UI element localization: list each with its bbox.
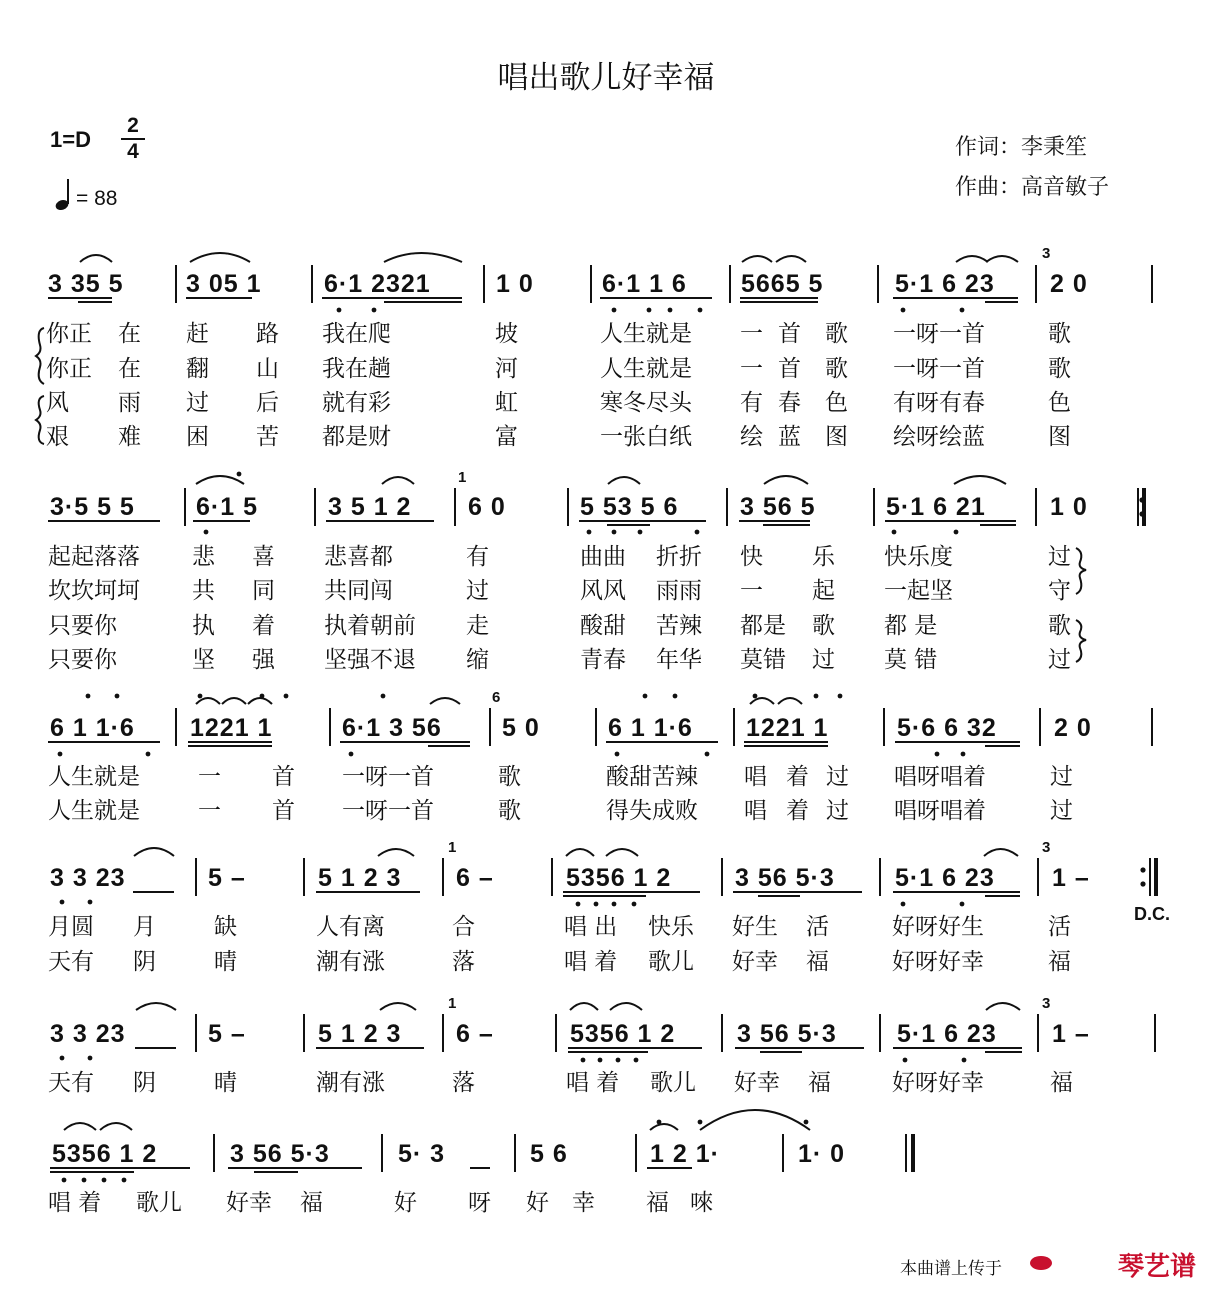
lyric: 缺 (214, 914, 237, 940)
measure-6-6: 1· 0 (798, 1140, 846, 1168)
lyric: 在 (118, 356, 141, 382)
lyric: 虹 (495, 390, 518, 416)
lyric: 难 (118, 424, 141, 450)
lyric: 艰 (46, 424, 69, 450)
lyric: 青春 (580, 647, 626, 673)
lyric: 歌儿 (650, 1070, 696, 1096)
lyric: 晴 (214, 1070, 237, 1096)
lyric: 天有 (48, 1070, 94, 1096)
lyric: 月 (133, 914, 156, 940)
lyric (498, 792, 521, 825)
lyric: 首 (272, 798, 295, 824)
lyric: 过 (1050, 798, 1073, 824)
lyric: 悲喜都 (324, 544, 393, 570)
svg-text:6: 6 (492, 689, 501, 706)
composer-credit: 作曲：高音敏子 (955, 175, 1110, 200)
song-title: 唱出歌儿好幸福 (497, 60, 715, 96)
lyric: 快乐 (648, 914, 694, 940)
lyric: 坚 (192, 647, 215, 673)
measure-6-1: 5356 1 2 (52, 1140, 158, 1168)
lyric: 首 (778, 321, 801, 347)
lyric: 人生就是 (48, 764, 140, 790)
lyric: 共同闯 (324, 578, 393, 604)
lyric: 歌儿 (136, 1190, 182, 1216)
lyric: 同 (252, 578, 275, 604)
lyric: 风 (46, 390, 69, 416)
measure-2-3: 3 5 1 2 (328, 493, 412, 521)
lyric: 一起坚 (884, 578, 953, 604)
lyric: 过 (1048, 647, 1071, 673)
measure-2-1: 3·5 5 5 (50, 493, 135, 521)
lyric: 雨 (118, 390, 141, 416)
measure-4-7: 5·1 6 23 (895, 864, 995, 892)
svg-text:3: 3 (1042, 245, 1051, 262)
lyric: 起起落落 (48, 544, 140, 570)
lyric: 翻 (186, 356, 209, 382)
measure-1-7: 5·1 6 23 (895, 270, 995, 298)
lyric: 缩 (466, 647, 489, 673)
lyric: 就有彩 (322, 390, 391, 416)
lyric: 歌 (1048, 356, 1071, 382)
measure-2-8: 1 0 (1050, 493, 1088, 521)
lyric: 唱 着 (566, 1070, 620, 1096)
lyric: 幸 (572, 1190, 595, 1216)
lyric: 唻 (690, 1190, 713, 1216)
lyric: 困 (186, 424, 209, 450)
lyric: 歌 (825, 356, 848, 382)
lyric: 人生就是 (600, 356, 692, 382)
lyric: 酸甜 (580, 613, 626, 639)
lyric: 歌儿 (648, 949, 694, 975)
logo-mark-icon (1030, 1256, 1052, 1270)
lyric: 守 (1048, 578, 1071, 604)
svg-text:3: 3 (1042, 995, 1051, 1012)
lyric: 福 (808, 1070, 831, 1096)
lyric: 福 (1048, 949, 1071, 975)
lyric: 潮有涨 (316, 1070, 385, 1096)
lyric: 歌 (498, 798, 521, 824)
lyric: 乐 (812, 544, 835, 570)
lyric: 都是 (740, 613, 786, 639)
measure-1-8: 2 0 (1050, 270, 1088, 298)
time-signature-bottom: 4 (127, 140, 139, 163)
lyric: 起 (812, 578, 835, 604)
lyric: 图 (1048, 424, 1071, 450)
lyric: 只要你 (48, 613, 117, 639)
lyric: 苦辣 (656, 613, 702, 639)
lyric: 蓝 (778, 424, 801, 450)
lyric: 好幸 (226, 1190, 272, 1216)
lyric: 风风 (580, 578, 626, 604)
lyric: 一 (198, 764, 221, 790)
lyric: 绘 (740, 424, 763, 450)
measure-4-2: 5 – (208, 864, 246, 892)
measure-3-8: 2 0 (1054, 714, 1092, 742)
lyric: 唱 着 (564, 949, 618, 975)
lyric: 年华 (656, 647, 702, 673)
measure-2-7: 5·1 6 21 (886, 493, 986, 521)
measure-5-5: 5356 1 2 (570, 1020, 676, 1048)
lyric (498, 758, 521, 791)
lyric: 有 (466, 544, 489, 570)
measure-2-5: 5 53 5 6 (580, 493, 679, 521)
lyric: 一 (740, 578, 763, 604)
lyric: 坡 (495, 321, 518, 347)
lyric: 歌 (825, 321, 848, 347)
lyric: 有呀有春 (893, 390, 985, 416)
measure-5-8: 1 – (1052, 1020, 1090, 1048)
lyric: 潮有涨 (316, 949, 385, 975)
lyric: 福 (646, 1190, 669, 1216)
measure-5-7: 5·1 6 23 (897, 1020, 997, 1048)
lyric: 一呀一首 (893, 356, 985, 382)
measure-3-1: 6 1 1·6 (50, 714, 135, 742)
svg-text:1: 1 (448, 839, 457, 856)
lyric: 坚强不退 (324, 647, 416, 673)
lyric: 唱呀唱着 (894, 764, 986, 790)
measure-6-5: 1 2 1· (650, 1140, 720, 1168)
lyric: 都是财 (322, 424, 391, 450)
lyric: 人有离 (316, 914, 385, 940)
lyric: 走 (466, 613, 489, 639)
lyric: 唱 出 (564, 914, 618, 940)
lyric: 赶 (186, 321, 209, 347)
lyric: 莫错 (740, 647, 786, 673)
lyric: 后 (256, 390, 279, 416)
lyric: 福 (300, 1190, 323, 1216)
lyric: 过 (186, 390, 209, 416)
measure-2-2: 6·1 5 (196, 493, 258, 521)
lyric: 福 (1050, 1070, 1073, 1096)
measure-1-2: 3 05 1 (186, 270, 262, 298)
lyric: 曲曲 (580, 544, 626, 570)
lyric: 春 (778, 390, 801, 416)
lyric: 活 (1048, 914, 1071, 940)
lyric: 悲 (192, 544, 215, 570)
svg-text:3: 3 (1042, 839, 1051, 856)
lyric: 一 (198, 798, 221, 824)
lyric: 好 (394, 1190, 417, 1216)
measure-1-4: 1 0 (496, 270, 534, 298)
measure-1-3: 6·1 2321 (324, 270, 431, 298)
measure-5-4: 6 – (456, 1020, 494, 1048)
lyric: 过 (1048, 544, 1071, 570)
lyric: 坎坎坷坷 (48, 578, 140, 604)
lyric: 着 (786, 798, 809, 824)
lyric: 好幸 (732, 949, 778, 975)
key-signature: 1=D (50, 127, 91, 152)
lyric: 强 (252, 647, 275, 673)
lyric: 活 (806, 914, 829, 940)
lyric: 唱 (744, 764, 767, 790)
lyric: 你正 (46, 321, 92, 347)
lyric: 河 (495, 356, 518, 382)
measure-3-4: 5 0 (502, 714, 540, 742)
logo-text: 琴艺谱 (1118, 1252, 1197, 1282)
lyric: 我在爬 (322, 321, 391, 347)
measure-4-6: 3 56 5·3 (735, 864, 835, 892)
measure-5-2: 5 – (208, 1020, 246, 1048)
upload-notice: 本曲谱上传于 (900, 1259, 1002, 1279)
lyric: 过 (826, 764, 849, 790)
lyric: 一 (740, 321, 763, 347)
lyric: 好呀好幸 (892, 949, 984, 975)
lyricist-credit: 作词：李秉笙 (955, 135, 1088, 160)
lyric: 歌 (498, 764, 521, 790)
lyric: 歌 (812, 613, 835, 639)
lyric: 色 (1048, 390, 1071, 416)
lyric: 过 (466, 578, 489, 604)
lyric: 晴 (214, 949, 237, 975)
lyric: 雨雨 (656, 578, 702, 604)
lyric: 一呀一首 (342, 764, 434, 790)
lyric: 你正 (46, 356, 92, 382)
lyric: 首 (778, 356, 801, 382)
measure-3-6: 1221 1 (746, 714, 829, 742)
lyric: 一呀一首 (342, 798, 434, 824)
lyric: 绘呀绘蓝 (893, 424, 985, 450)
lyric: 过 (826, 798, 849, 824)
lyric: 苦 (256, 424, 279, 450)
svg-text:1: 1 (458, 469, 467, 486)
lyric: 山 (256, 356, 279, 382)
lyric: 色 (825, 390, 848, 416)
lyric: 图 (825, 424, 848, 450)
measure-4-3: 5 1 2 3 (318, 864, 402, 892)
tempo-marking: = 88 (76, 187, 118, 210)
lyric: 寒冬尽头 (600, 390, 692, 416)
measure-3-7: 5·6 6 32 (897, 714, 997, 742)
measure-5-3: 5 1 2 3 (318, 1020, 402, 1048)
lyric: 莫 错 (884, 647, 938, 673)
lyric: 唱 (744, 798, 767, 824)
lyric: 歌 (1048, 321, 1071, 347)
measure-3-2: 1221 1 (190, 714, 273, 742)
lyric: 好生 (732, 914, 778, 940)
lyric: 月圆 (48, 914, 94, 940)
lyric: 过 (812, 647, 835, 673)
lyric: 好呀好幸 (892, 1070, 984, 1096)
lyric: 唱呀唱着 (894, 798, 986, 824)
lyric: 共 (192, 578, 215, 604)
measure-2-4: 6 0 (468, 493, 506, 521)
measure-4-8: 1 – (1052, 864, 1090, 892)
lyric: 福 (806, 949, 829, 975)
lyric: 落 (452, 949, 475, 975)
lyric: 着 (786, 764, 809, 790)
lyric: 好幸 (734, 1070, 780, 1096)
lyric: 阴 (133, 949, 156, 975)
lyric: 快 (740, 544, 763, 570)
lyric: 只要你 (48, 647, 117, 673)
measure-6-4: 5 6 (530, 1140, 568, 1168)
svg-text:1: 1 (448, 995, 457, 1012)
dc-marking: D.C. (1134, 904, 1170, 924)
lyric: 好 (526, 1190, 549, 1216)
lyric: 首 (272, 764, 295, 790)
measure-1-5: 6·1 1 6 (602, 270, 687, 298)
measure-1-1: 3 35 5 (48, 270, 124, 298)
lyric: 喜 (252, 544, 275, 570)
lyric: 歌 (1048, 613, 1071, 639)
lyric: 人生就是 (600, 321, 692, 347)
measure-4-5: 5356 1 2 (566, 864, 672, 892)
lyric: 合 (452, 914, 475, 940)
lyric: 唱 着 (48, 1190, 102, 1216)
lyric: 人生就是 (48, 798, 140, 824)
lyric: 酸甜苦辣 (606, 764, 698, 790)
lyric: 富 (495, 424, 518, 450)
measure-6-3: 5· 3 (398, 1140, 446, 1168)
lyric: 快乐度 (884, 544, 953, 570)
lyric: 执着朝前 (324, 613, 416, 639)
measure-5-6: 3 56 5·3 (737, 1020, 837, 1048)
lyric: 落 (452, 1070, 475, 1096)
lyric: 阴 (133, 1070, 156, 1096)
lyric: 有 (740, 390, 763, 416)
lyric: 我在趟 (322, 356, 391, 382)
measure-1-6: 5665 5 (741, 270, 824, 298)
lyric: 着 (252, 613, 275, 639)
lyric: 一张白纸 (600, 424, 692, 450)
lyric: 折折 (656, 544, 702, 570)
lyric: 一 (740, 356, 763, 382)
measure-4-4: 6 – (456, 864, 494, 892)
lyric: 一呀一首 (893, 321, 985, 347)
measure-3-3: 6·1 3 56 (342, 714, 442, 742)
lyric: 呀 (468, 1190, 491, 1216)
lyric: 过 (1050, 764, 1073, 790)
lyric: 在 (118, 321, 141, 347)
measure-4-1: 3 3 23 (50, 864, 126, 892)
lyric: 得失成败 (606, 798, 698, 824)
lyric: 路 (256, 321, 279, 347)
lyric: 都 是 (884, 613, 938, 639)
lyric: 执 (192, 613, 215, 639)
lyric: 天有 (48, 949, 94, 975)
measure-2-6: 3 56 5 (740, 493, 816, 521)
lyric: 好呀好生 (892, 914, 984, 940)
measure-6-2: 3 56 5·3 (230, 1140, 330, 1168)
time-signature-top: 2 (127, 114, 139, 137)
measure-5-1: 3 3 23 (50, 1020, 126, 1048)
measure-3-5: 6 1 1·6 (608, 714, 693, 742)
